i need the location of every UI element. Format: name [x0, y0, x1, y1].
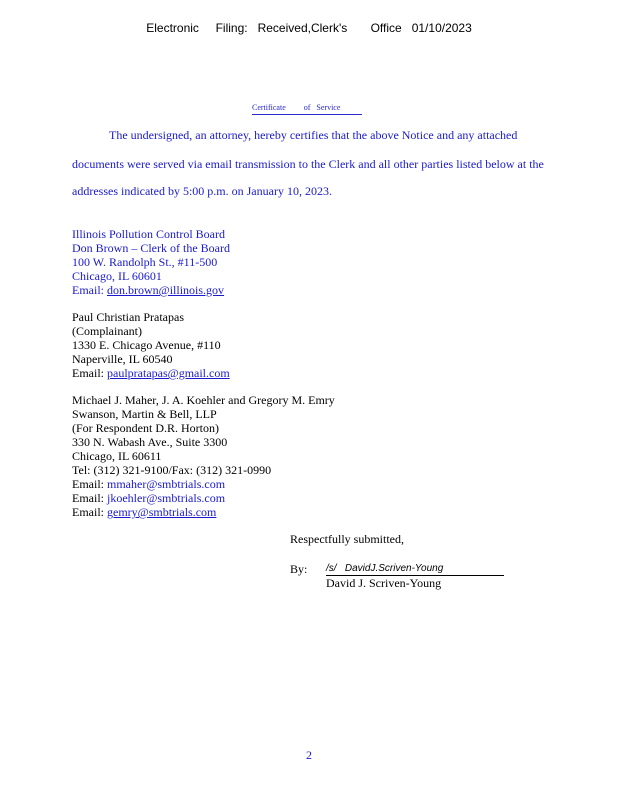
email-link[interactable]: mmaher@smbtrials.com: [107, 477, 226, 491]
email-line: [72, 491, 335, 505]
address-line: Naperville, IL 60540: [72, 352, 173, 366]
address-line: Paul Christian Pratapas: [72, 310, 184, 324]
email-link[interactable]: paulpratapas@gmail.com: [107, 366, 230, 380]
email-link[interactable]: gemry@smbtrials.com: [107, 505, 217, 519]
email-link[interactable]: don.brown@illinois.gov: [107, 283, 225, 297]
filing-header: Electronic Filing: Received,Clerk's Office 01/10/2023: [146, 21, 472, 35]
intro-line-2: documents were served via email transmission to the Clerk and all other parties listed below at the: [72, 157, 544, 171]
email-label: Email:: [72, 477, 107, 491]
email-line: [72, 505, 335, 519]
email-label: Email:: [72, 505, 107, 519]
address-line: Swanson, Martin & Bell, LLP: [72, 407, 217, 421]
by-label: By:: [290, 562, 308, 576]
address-line: Tel: (312) 321-9100/Fax: (312) 321-0990: [72, 463, 272, 477]
address-line: Michael J. Maher, J. A. Koehler and Gregory M. Emry: [72, 393, 335, 407]
address-line: (Complainant): [72, 324, 142, 338]
signer-name: David J. Scriven-Young: [326, 576, 442, 590]
recipient-respondent: [72, 393, 335, 519]
intro-line-1: The undersigned, an attorney, hereby certifies that the above Notice and any attached: [109, 128, 518, 142]
signature: /s/ DavidJ.Scriven-Young: [326, 563, 504, 576]
respectfully-submitted: Respectfully submitted,: [290, 532, 404, 546]
recipient-board: [72, 227, 230, 297]
address-line: Chicago, IL 60611: [72, 449, 162, 463]
address-line: (For Respondent D.R. Horton): [72, 421, 219, 435]
email-label: Email:: [72, 491, 107, 505]
email-link[interactable]: jkoehler@smbtrials.com: [107, 491, 226, 505]
email-label: Email:: [72, 283, 107, 297]
address-line: Illinois Pollution Control Board: [72, 227, 226, 241]
address-line: Chicago, IL 60601: [72, 269, 162, 283]
recipient-complainant: [72, 310, 230, 380]
email-line: [72, 477, 335, 491]
address-line: Don Brown – Clerk of the Board: [72, 241, 230, 255]
email-line: [72, 283, 230, 297]
intro-line-3: addresses indicated by 5:00 p.m. on January 10, 2023.: [72, 184, 332, 198]
address-line: 100 W. Randolph St., #11-500: [72, 255, 218, 269]
address-line: 1330 E. Chicago Avenue, #110: [72, 338, 221, 352]
email-label: Email:: [72, 366, 107, 380]
certificate-title: Certificate of Service: [252, 103, 362, 115]
email-line: [72, 366, 230, 380]
page-number: 2: [306, 748, 312, 762]
address-line: 330 N. Wabash Ave., Suite 3300: [72, 435, 228, 449]
